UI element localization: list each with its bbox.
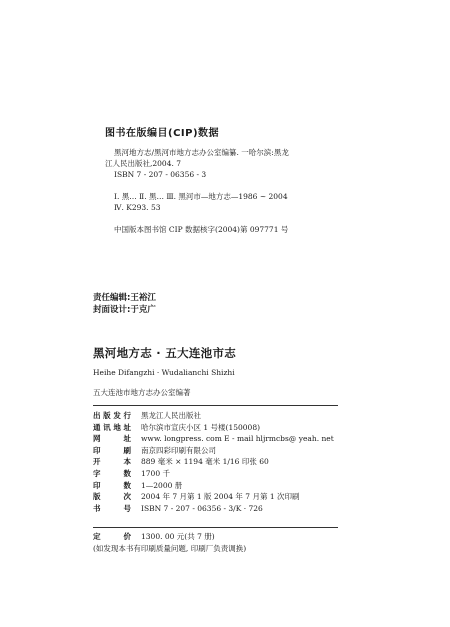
cip-verification: 中国版本图书馆 CIP 数据核字(2004)第 097771 号 xyxy=(114,225,289,234)
pub-value: 哈尔滨市宣庆小区 1 号楼(150008) xyxy=(141,422,261,432)
pub-label: 通讯地址 xyxy=(93,422,131,432)
cip-isbn: ISBN 7 - 207 - 06356 - 3 xyxy=(114,170,207,179)
table-row xyxy=(93,422,334,434)
book-pinyin-title: Heihe Difangzhi · Wudalianchi Shizhi xyxy=(93,368,235,377)
responsible-editor-name: 王裕江 xyxy=(130,293,156,303)
pub-value: 1—2000 册 xyxy=(141,480,183,490)
quality-note: (如发现本书有印刷质量问题, 印刷厂负责调换) xyxy=(93,543,247,553)
pub-value: 2004 年 7 月第 1 版 2004 年 7 月第 1 次印刷 xyxy=(141,492,300,502)
divider-top xyxy=(93,405,338,406)
publication-info-table xyxy=(93,410,334,514)
pub-value: www. longpress. com E - mail hljrmcbs@ yeah. net xyxy=(141,434,334,444)
book-author: 五大连池市地方志办公室编著 xyxy=(93,388,191,397)
pub-label: 印 数 xyxy=(93,480,131,490)
pub-value: ISBN 7 - 207 - 06356 - 3/K · 726 xyxy=(141,503,263,513)
table-row xyxy=(93,491,334,503)
table-row xyxy=(93,468,334,480)
table-row xyxy=(93,456,334,468)
pub-label: 书 号 xyxy=(93,503,131,513)
pub-label: 印 刷 xyxy=(93,445,131,455)
cover-designer-name: 于克广 xyxy=(130,305,156,315)
cip-classification-code: Ⅳ. K293. 53 xyxy=(114,203,161,212)
table-row xyxy=(93,445,334,457)
table-row xyxy=(93,503,334,515)
pub-label: 开 本 xyxy=(93,457,131,467)
book-title: 黑河地方志 · 五大连池市志 xyxy=(93,346,237,360)
cip-line: 黑河地方志/黑河市地方志办公室编纂. 一哈尔滨:黑龙 xyxy=(114,148,289,157)
responsible-editor-label: 责任编辑: xyxy=(93,293,131,303)
pub-value: 黑龙江人民出版社 xyxy=(141,411,201,420)
table-row xyxy=(93,410,334,422)
cip-classification: Ⅰ. 黑… Ⅱ. 黑… Ⅲ. 黑河市—地方志—1986 ~ 2004 xyxy=(114,192,288,201)
cip-line: 江人民出版社,2004. 7 xyxy=(105,159,182,168)
cip-heading: 图书在版编目(CIP)数据 xyxy=(105,128,220,139)
pub-label: 网 址 xyxy=(93,434,131,444)
cip-data-block xyxy=(105,147,289,235)
pub-value: 南京四彩印刷有限公司 xyxy=(141,445,216,455)
pub-value: 889 毫米 × 1194 毫米 1/16 印张 60 xyxy=(141,457,269,467)
editors-block xyxy=(93,292,156,316)
responsible-editor xyxy=(93,292,156,304)
pub-label: 出版发行 xyxy=(93,411,131,420)
cover-designer-label: 封面设计: xyxy=(93,305,131,315)
price-row xyxy=(93,531,246,543)
pub-label: 字 数 xyxy=(93,468,131,478)
pub-label: 版 次 xyxy=(93,492,131,502)
price-block xyxy=(93,531,246,554)
table-row xyxy=(93,433,334,445)
pub-value: 1700 千 xyxy=(141,468,170,478)
cover-designer xyxy=(93,304,156,316)
table-row xyxy=(93,480,334,492)
price-label: 定 价 xyxy=(93,532,131,541)
price-value: 1300. 00 元(共 7 册) xyxy=(141,532,215,541)
divider-bottom xyxy=(93,527,338,528)
